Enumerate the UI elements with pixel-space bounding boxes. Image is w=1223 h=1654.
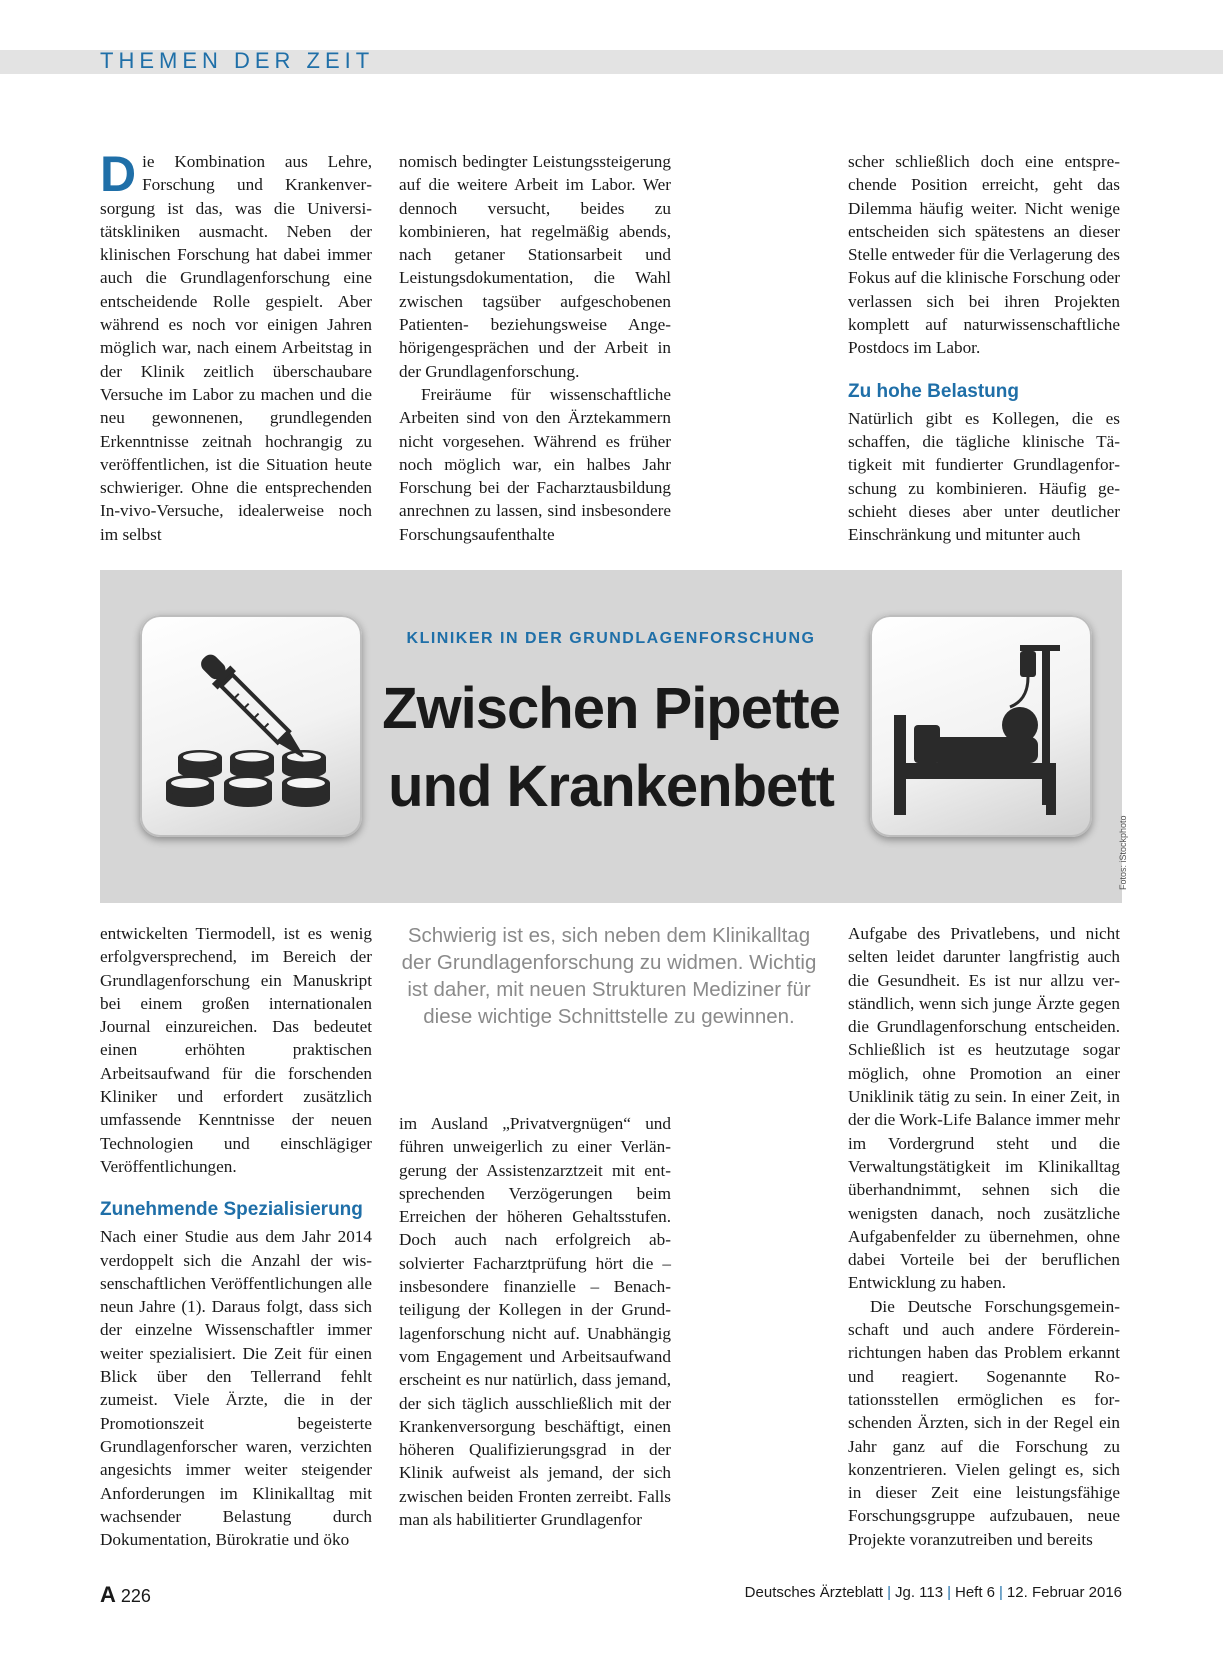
journal-citation: Deutsches Ärzteblatt | Jg. 113 | Heft 6 | 12. Februar 2016 — [744, 1584, 1122, 1601]
section-title: THEMEN DER ZEIT — [100, 48, 375, 73]
article-column-1-bottom — [100, 922, 372, 1551]
article-column-2-bottom — [399, 1112, 671, 1531]
drop-cap: D — [100, 146, 137, 202]
photo-credit: Fotos: iStockphoto — [1118, 815, 1128, 890]
subheading-zu-hohe-belastung: Zu hohe Belastung — [848, 380, 1019, 402]
page-number — [100, 1582, 151, 1608]
article-paragraph: nomisch bedingter Leistungssteigerung auf die weitere Arbeit im Labor. Wer dennoch versucht, beides zu kombinieren, hat regelmäßig abends, nach getaner Stationsarbeit und Leistungsdokumentation, die Wahl zwischen tagsüber aufgeschobenen Patienten- beziehungsweise Angehörigengesprächen und der Arbeit in der Grundlagenforschung. — [399, 152, 671, 381]
article-column-2-top — [399, 150, 671, 546]
article-paragraph: Natürlich gibt es Kollegen, die es schaffen, die tägliche klinische Tätigkeit mit fundierter Grundlagenforschung zu kombinieren. Häufig geschieht dieses aber unter deutlicher Einschränkung und mitunter auch — [848, 408, 1120, 545]
journal-name: Deutsches Ärzteblatt — [744, 1584, 884, 1601]
article-paragraph: im Ausland „Privatvergnügen“ und führen unweigerlich zu einer Verlängerung der Assistenzarztzeit mit entsprechenden Verzögerungen beim Erreichen der höheren Gehaltsstufen. Doch auch nach erfolgreich absolvierter Facharztprüfung hört die – insbesondere finanzielle – Benachteiligung der Kollegen in der Grundlagenforschung nicht auf. Unabhängig vom Engagement und Arbeitsaufwand erscheint es nur natürlich, dass jemand, der sich täglich ausschließlich mit der Krankenversorgung beschäftigt, einen höheren Qualifizierungsgrad in der Klinik aufweist als jemand, der sich zwischen beiden Fronten zerreibt. Falls man als habilitierter Grundlagenfor — [399, 1114, 671, 1530]
journal-volume: Jg. 113 — [894, 1584, 944, 1601]
headline-line-1: Zwischen Pipette — [382, 676, 840, 741]
article-paragraph: entwickelten Tiermodell, ist es wenig erfolgversprechend, im Bereich der Grundlagenforschung ein Manuskript bei einem großen internationalen Journal einzureichen. Das bedeutet einen erhöhten praktischen Arbeitsaufwand für die forschenden Kliniker und erfordert zusätzlich umfassende Kenntnisse der neuen Technologien und einschlägiger Veröffentlichungen. — [100, 924, 372, 1176]
article-paragraph: Aufgabe des Privatlebens, und nicht selten leidet darunter langfristig auch die Gesundheit. Es ist nur allzu verständlich, wenn sich junge Ärzte gegen die Grundlagenforschung entscheiden. Schließlich ist es heutzutage sogar möglich, ohne Promotion an einer Uniklinik tätig zu sein. In einer Zeit, in der die Work-Life Balance immer mehr im Vordergrund steht und die Verwaltungstätigkeit im Klinikalltag überhandnimmt, sehnen sich die wenigsten danach, noch zusätzliche Aufgabenfelder zu übernehmen, ohne dabei Vorteile bei der beruflichen Entwicklung zu haben. — [848, 924, 1120, 1293]
journal-date: 12. Februar 2016 — [1006, 1584, 1122, 1601]
journal-issue: Heft 6 — [954, 1584, 996, 1601]
headline-line-2: und Krankenbett — [388, 754, 834, 819]
banner-kicker: KLINIKER IN DER GRUNDLAGENFORSCHUNG — [406, 630, 816, 647]
article-column-3-bottom — [848, 922, 1120, 1551]
article-paragraph: scher schließlich doch eine entsprechende Position erreicht, geht das Dilemma häufig weiter. Nicht wenige entscheiden sich spätestens an dieser Stelle entweder für die Verlagerung des Fokus auf die klinische Forschung oder verlassen sich bei ihren Projekten komplett auf naturwissenschaftliche Postdocs im Labor. — [848, 152, 1120, 358]
article-banner — [100, 570, 1122, 903]
article-paragraph: ie Kombination aus Lehre, Forschung und Krankenversorgung ist das, was die Universitätskliniken ausmacht. Neben der klinischen Forschung hat dabei immer auch die Grundlagenforschung eine entscheidende Rolle gespielt. Aber während es noch vor einigen Jahren möglich war, nach einem Arbeitstag in der Klinik zeitlich überschaubare Versuche im Labor zu machen und die neu gewonnenen, grundlegenden Erkenntnisse zeitnah hochrangig zu veröffentlichen, ist die Situation heute schwieriger. Ohne die entsprechenden In-vivo-Versuche, idealerweise noch im selbst — [100, 152, 372, 544]
article-column-3-top — [848, 150, 1120, 546]
page-number-value: 226 — [120, 1586, 151, 1606]
article-paragraph: Die Deutsche Forschungsgemeinschaft und auch andere Fördereinrichtungen haben das Problem erkannt und reagiert. Sogenannte Rotationsstellen ermöglichen es forschenden Ärzten, sich in der Regel ein Jahr ganz auf die Forschung zu konzentrieren. Vielen gelingt es, sich in dieser Zeit eine leistungsfähige Forschungsgruppe aufzubauen, neue Projekte voranzutreiben und bereits — [848, 1296, 1120, 1549]
article-column-1-top — [100, 146, 372, 546]
article-paragraph: Nach einer Studie aus dem Jahr 2014 verdoppelt sich die Anzahl der wissenschaftlichen Veröffentlichungen alle neun Jahre (1). Daraus folgt, dass sich der einzelne Wissenschaftler immer weiter spezialisiert. Die Zeit für einen Blick über den Tellerrand fehlt zumeist. Viele Ärzte, die in der Promotionszeit begeisterte Grundlagenforscher waren, verzichten angesichts immer weiter steigender Anforderungen im Klinikalltag mit wachsender Belastung durch Dokumentation, Bürokratie und öko — [100, 1227, 372, 1550]
subheading-zunehmende-spezialisierung: Zunehmende Spezialisierung — [100, 1199, 363, 1221]
hospital-bed-patient-icon — [870, 615, 1092, 837]
article-paragraph: Freiräume für wissenschaftliche Arbeiten sind von den Ärztekammern nicht vorgesehen. Während es früher noch möglich war, ein halbes Jahr Forschung bei der Facharztausbildung anrechnen zu lassen, sind insbesondere Forschungsaufenthalte — [399, 384, 671, 544]
page-letter: A — [100, 1582, 116, 1607]
pull-quote-teaser: Schwierig ist es, sich neben dem Klinikalltag der Grundlagenforschung zu widmen. Wichtig ist daher, mit neuen Strukturen Mediziner für diese wichtige Schnittstelle zu gewinnen. — [401, 924, 817, 1028]
